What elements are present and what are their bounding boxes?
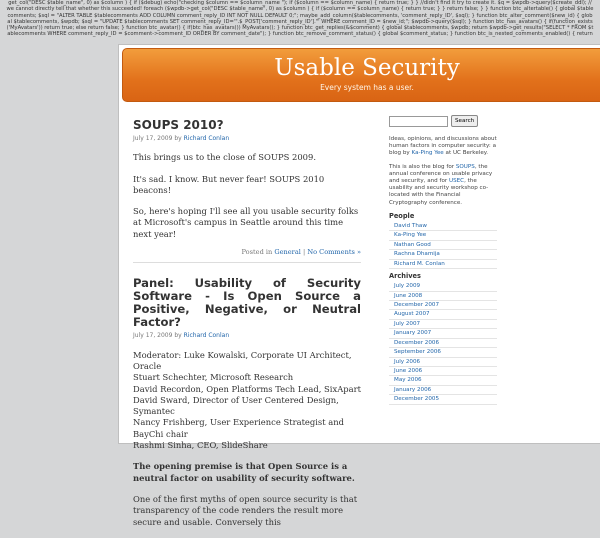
archive-item [389,301,497,310]
archive-item [389,358,497,367]
person-link[interactable]: Nathan Good [394,241,431,248]
people-item [389,241,497,250]
archive-link[interactable]: September 2006 [394,349,441,356]
post-paragraph: This brings us to the close of SOUPS 2009. [133,152,316,163]
archives-heading: Archives [389,272,421,281]
search-input[interactable] [389,116,448,127]
archive-item [389,329,497,338]
archive-link[interactable]: December 2006 [394,339,440,346]
post-paragraph: One of the first myths of open source security is that transparency of the code renders the result more secure and usable. Conversely this [133,493,358,527]
page-container [118,44,600,527]
posted-in-label: Posted in [241,248,273,257]
archive-item [389,367,497,376]
post-title[interactable]: Panel: Usability of Security Software - Is Open Source a Positive, Negative, or Neutral Factor? [133,276,361,330]
people-item [389,222,497,231]
site-tagline: Every system has a user. [320,83,414,92]
post-paragraph: So, here's hoping I'll see all you usable security folks at Microsoft's campus in Seattle around this time next year! [133,206,359,239]
archive-item [389,386,497,395]
archive-item [389,348,497,357]
post-premise: The opening premise is that Open Source is a neutral factor on usability of security software. [133,461,355,483]
archive-link[interactable]: January 2007 [394,330,432,337]
post-paragraph: It's sad. I know. But never fear! SOUPS 2010 beacons! [133,173,325,195]
comments-link[interactable]: No Comments » [307,248,361,257]
person-link[interactable]: Richard M. Conlan [394,260,445,267]
panelist-line: Moderator: Luke Kowalski, Corporate UI Architect, Oracle [133,349,352,371]
post-panel-usability [133,277,361,527]
archive-link[interactable]: January 2006 [394,386,432,393]
category-link[interactable]: General [274,248,301,257]
person-link[interactable]: David Thaw [394,223,427,230]
post-meta [133,330,361,341]
post-footer [133,247,361,263]
archive-item [389,310,497,319]
post-meta [133,133,361,144]
post-by: by [174,332,182,340]
post-date: July 17, 2009 [133,135,173,142]
about-text: Ideas, opinions, and discussions about human factors in computer security: a blog by Ka-Ping Yee at UC Berkeley. [389,136,497,157]
archive-link[interactable]: June 2008 [394,292,423,299]
archives-list [389,282,497,404]
php-error-dump: get_col("DESC $table_name", 0) as $column ) { if ($debug) echo("checking $column == $column_name "); if ($column == $column_name) { return true; } } //didn't find it try to create it. $q = $wpdb->query($create_ddl); // we cannot directly tell that whether this succeeded! foreach ($wpdb->get_col("DESC $table_name", 0) as $column ) { if ($column == $column_name) { return true; } } return false; } } function btc_altertable() { global $tablecomments; $sql = "ALTER TABLE $tablecomments ADD COLUMN comment_reply_ID INT NOT NULL DEFAULT 0;"; maybe_add_column($tablecomments, 'comment_reply_ID', $sql); } function btc_alter_comment($new_id) { global $tablecomments, $wpdb; $sql = "UPDATE $tablecomments SET comment_reply_ID='".$_POST['comment_reply_ID']."' WHERE comment_ID = $new_id;"; $wpdb->query($sql); } function btc_has_avatars() { if(function_exists('MyAvatars')) return true; else return false; } function btc_avatar() { if(btc_has_avatars()) MyAvatars(); } function btc_get_replies(&$comment) { global $tablecomments, $wpdb; return $wpdb->get_results("SELECT * FROM $tablecomments WHERE comment_reply_ID = $comment->comment_ID ORDER BY comment_date"); } function btc_remove_comment_status() { global $comment_status; } function btc_is_nested_comments_enabled() { return [6,0,594,38]
archive-item [389,292,497,301]
archive-item [389,376,497,385]
post-soups-2010 [133,118,361,263]
archive-link[interactable]: December 2007 [394,302,440,309]
search-button[interactable]: Search [451,115,478,127]
sidebar [389,115,497,408]
people-list [389,222,497,269]
site-title-link[interactable]: Usable Security [274,55,460,81]
panelist-line: Nancy Frishberg, User Experience Strategist and BayChi chair [133,417,344,439]
soups-link[interactable]: SOUPS [455,163,475,170]
main-content [133,118,361,538]
post-author-link[interactable]: Richard Conlan [183,135,230,142]
site-header [122,48,600,102]
people-item [389,260,497,269]
person-link[interactable]: Ka-Ping Yee [394,232,427,239]
footer-separator: | [302,248,306,257]
archive-link[interactable]: December 2005 [394,396,440,403]
post-title[interactable]: SOUPS 2010? [133,118,224,132]
archive-link[interactable]: July 2006 [394,358,421,365]
panelist-line: David Sward, Director of User Centered Design, Symantec [133,394,339,417]
usec-link[interactable]: USEC [448,178,465,185]
people-item [389,231,497,240]
panelist-line: Stuart Schechter, Microsoft Research [133,372,294,383]
post-author-link[interactable]: Richard Conlan [183,332,230,340]
post-by: by [174,135,182,142]
people-item [389,250,497,259]
author-profile-link[interactable]: Ka-Ping Yee [411,150,444,157]
archive-link[interactable]: July 2009 [394,283,421,290]
archive-link[interactable]: July 2007 [394,320,421,327]
post-date: July 17, 2009 [133,332,173,340]
person-link[interactable]: Rachna Dhamija [394,251,440,258]
archive-link[interactable]: August 2007 [394,311,430,318]
panelist-line: David Recordon, Open Platforms Tech Lead, SixApart [133,383,361,394]
panelist-list [133,350,361,452]
conference-text: This is also the blog for SOUPS, the annual conference on usable privacy and security, and for USEC, the usability and security workshop co-located with the Financial Cryptography conference. [389,163,493,206]
archive-item [389,339,497,348]
panelist-line: Rashmi Sinha, CEO, SlideShare [133,440,268,451]
archive-link[interactable]: May 2006 [394,377,422,384]
archive-link[interactable]: June 2006 [394,367,423,374]
archive-item [389,320,497,329]
people-heading: People [389,211,415,220]
archive-item [389,282,497,291]
search-form [389,115,497,127]
